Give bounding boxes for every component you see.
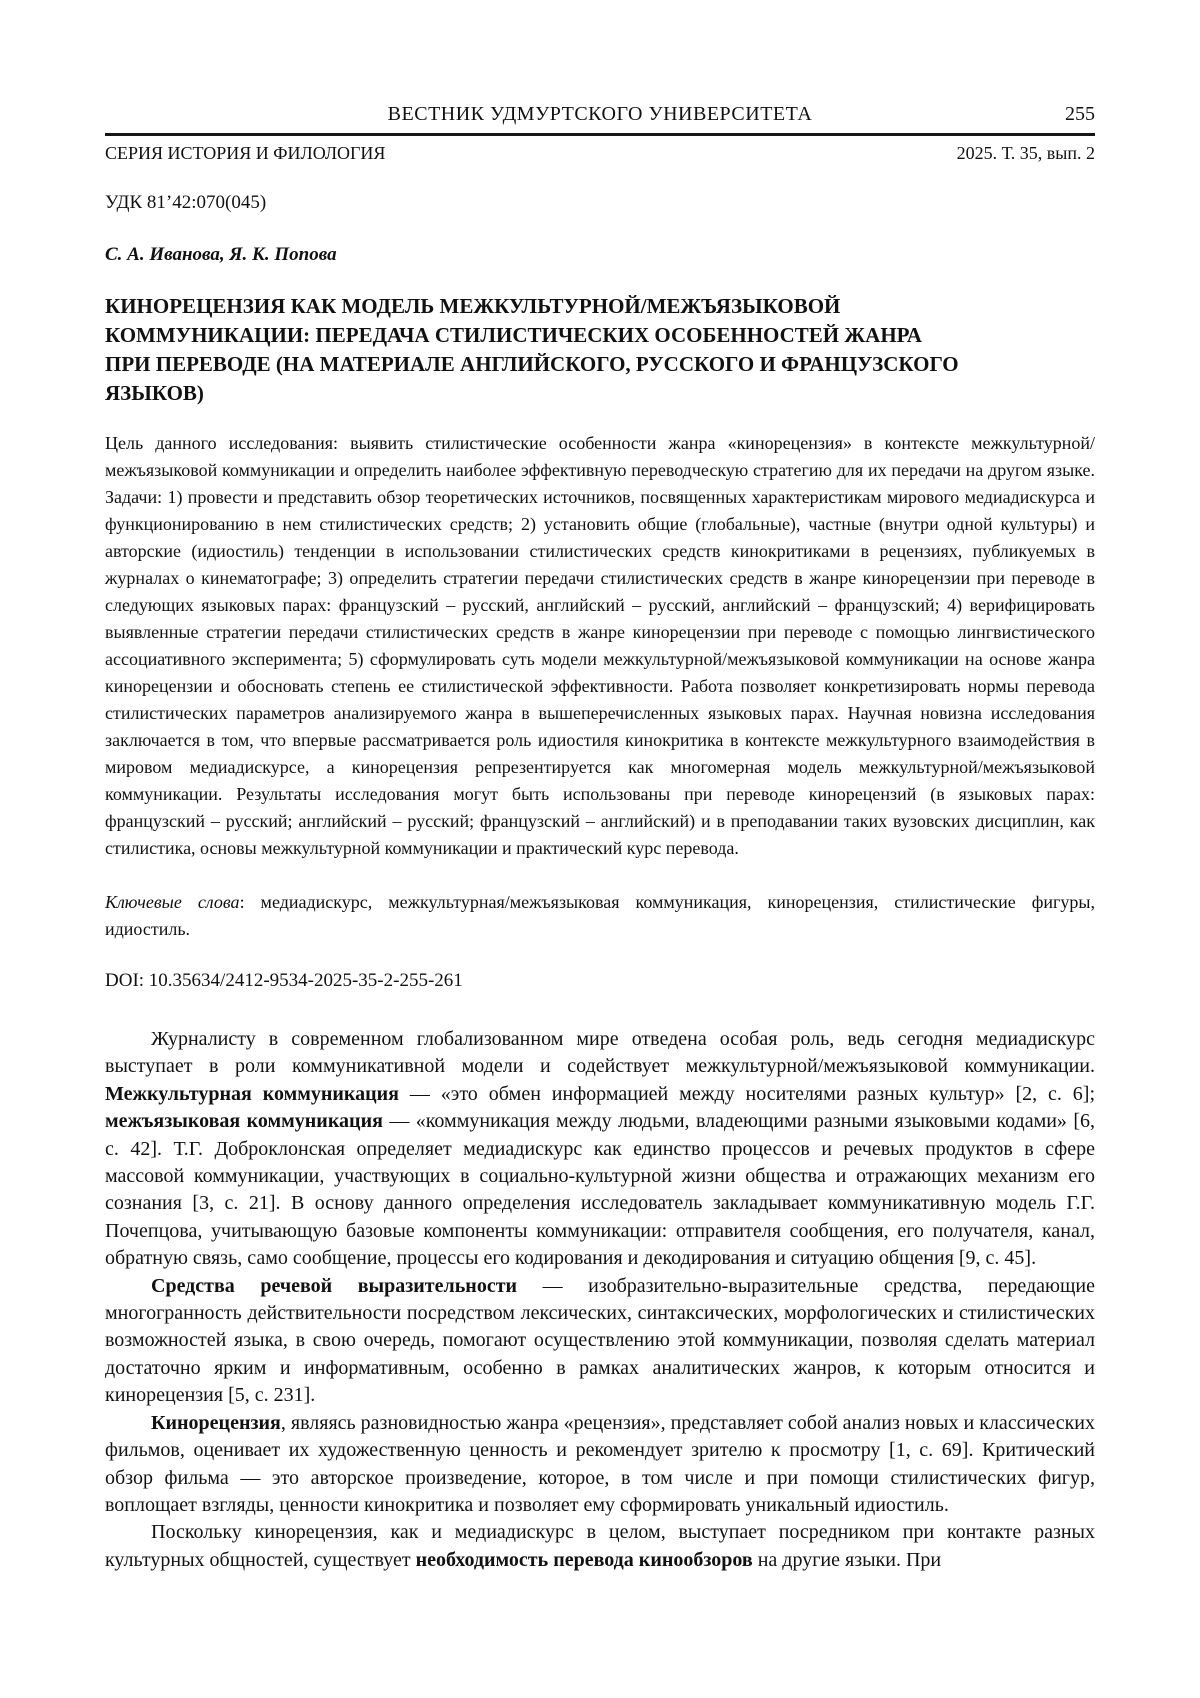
journal-series: СЕРИЯ ИСТОРИЯ И ФИЛОЛОГИЯ (105, 143, 386, 163)
article-keywords: Ключевые слова: медиадискурс, межкультурная/межъязыковая коммуникация, кинорецензия, стилистические фигуры, идиостиль. (105, 892, 1095, 939)
journal-issue: 2025. Т. 35, вып. 2 (956, 143, 1095, 163)
article-abstract: Цель данного исследования: выявить стилистические особенности жанра «кинорецензия» в контексте межкультурной/межъязыковой коммуникации и определить наиболее эффективную переводческую стратегию для их передачи на другом языке. Задачи: 1) провести и представить обзор теоретических источников, посвященных характеристикам мирового медиадискурса и функционированию в нем стилистических средств; 2) установить общие (глобальные), частные (внутри одной культуры) и авторские (идиостиль) тенденции в использовании стилистических средств кинокритиками в рецензиях, публикуемых в журналах о кинематографе; 3) определить стратегии передачи стилистических средств в жанре кинорецензии при переводе в следующих языковых парах: французский – русский, английский – русский, английский – французский; 4) верифицировать выявленные стратегии передачи стилистических средств в жанре кинорецензии при переводе с помощью лингвистического ассоциативного эксперимента; 5) сформулировать суть модели межкультурной/межъязыковой коммуникации на основе жанра кинорецензии и обосновать степень ее стилистической эффективности. Работа позволяет конкретизировать нормы перевода стилистических параметров анализируемого жанра в вышеперечисленных языковых парах. Научная новизна исследования заключается в том, что впервые рассматривается роль идиостиля кинокритика в контексте межкультурного взаимодействия в мировом медиадискурсе, а кинорецензия репрезентируется как многомерная модель межкультурной/межъязыковой коммуникации. Результаты исследования могут быть использованы при переводе кинорецензий (в языковых парах: французский – русский; английский – русский; французский – английский) и в преподавании таких вузовских дисциплин, как стилистика, основы межкультурной коммуникации и практический курс перевода. (105, 433, 1095, 858)
header-row-series (105, 136, 1095, 164)
article-title (105, 292, 1095, 408)
article-title-line: КИНОРЕЦЕНЗИЯ КАК МОДЕЛЬ МЕЖКУЛЬТУРНОЙ/МЕЖЪЯЗЫКОВОЙ (105, 294, 841, 318)
udc-code: УДК 81’42:070(045) (105, 192, 267, 213)
article-title-line: ЯЗЫКОВ) (105, 381, 204, 405)
journal-header (105, 102, 1095, 164)
article-title-line: КОММУНИКАЦИИ: ПЕРЕДАЧА СТИЛИСТИЧЕСКИХ ОСОБЕННОСТЕЙ ЖАНРА (105, 323, 922, 347)
article-body (105, 1026, 1095, 1574)
page-number: 255 (1065, 103, 1095, 125)
body-paragraph: Журналисту в современном глобализованном мире отведена особая роль, ведь сегодня медиадискурс выступает в роли коммуникативной модели и содействует межкультурной/межъязыковой коммуникации. Межкультурная коммуникация — «это обмен информацией между носителями разных культур» [2, с. 6]; межъязыковая коммуникация — «коммуникация между людьми, владеющими разными языковыми кодами» [6, с. 42]. Т.Г. Доброклонская определяет медиадискурс как единство процессов и речевых продуктов в сфере массовой коммуникации, участвующих в социально-культурной жизни общества и отражающих механизм его сознания [3, с. 21]. В основу данного определения исследователь закладывает коммуникативную модель Г.Г. Почепцова, учитывающую базовые компоненты коммуникации: отправителя сообщения, его получателя, канал, обратную связь, само сообщение, процессы его кодирования и декодирования и ситуацию общения [9, с. 45]. (105, 1028, 1095, 1270)
header-row-masthead (105, 102, 1095, 126)
article-authors: С. А. Иванова, Я. К. Попова (105, 244, 337, 265)
article-doi: DOI: 10.35634/2412-9534-2025-35-2-255-261 (105, 970, 463, 991)
body-paragraph: Поскольку кинорецензия, как и медиадискурс в целом, выступает посредником при контакте разных культурных общностей, существует необходимость перевода кинообзоров на другие языки. При (105, 1521, 1095, 1571)
body-paragraph: Кинорецензия, являясь разновидностью жанра «рецензия», представляет собой анализ новых и классических фильмов, оценивает их художественную ценность и рекомендует зрителю к просмотру [1, с. 69]. Критический обзор фильма — это авторское произведение, которое, в том числе и при помощи стилистических фигур, воплощает взгляды, ценности кинокритика и позволяет ему сформировать уникальный идиостиль. (105, 1411, 1095, 1516)
journal-masthead: ВЕСТНИК УДМУРТСКОГО УНИВЕРСИТЕТА (387, 103, 813, 125)
article-title-line: ПРИ ПЕРЕВОДЕ (НА МАТЕРИАЛЕ АНГЛИЙСКОГО, РУССКОГО И ФРАНЦУЗСКОГО (105, 352, 959, 376)
body-paragraph: Средства речевой выразительности — изобразительно-выразительные средства, передающие многогранность действительности посредством лексических, синтаксических, морфологических и стилистических возможностей языка, в свою очередь, помогают осуществлению этой коммуникации, позволяя сделать материал достаточно ярким и информативным, особенно в рамках аналитических жанров, к которым относится и кинорецензия [5, с. 231]. (105, 1274, 1095, 1407)
